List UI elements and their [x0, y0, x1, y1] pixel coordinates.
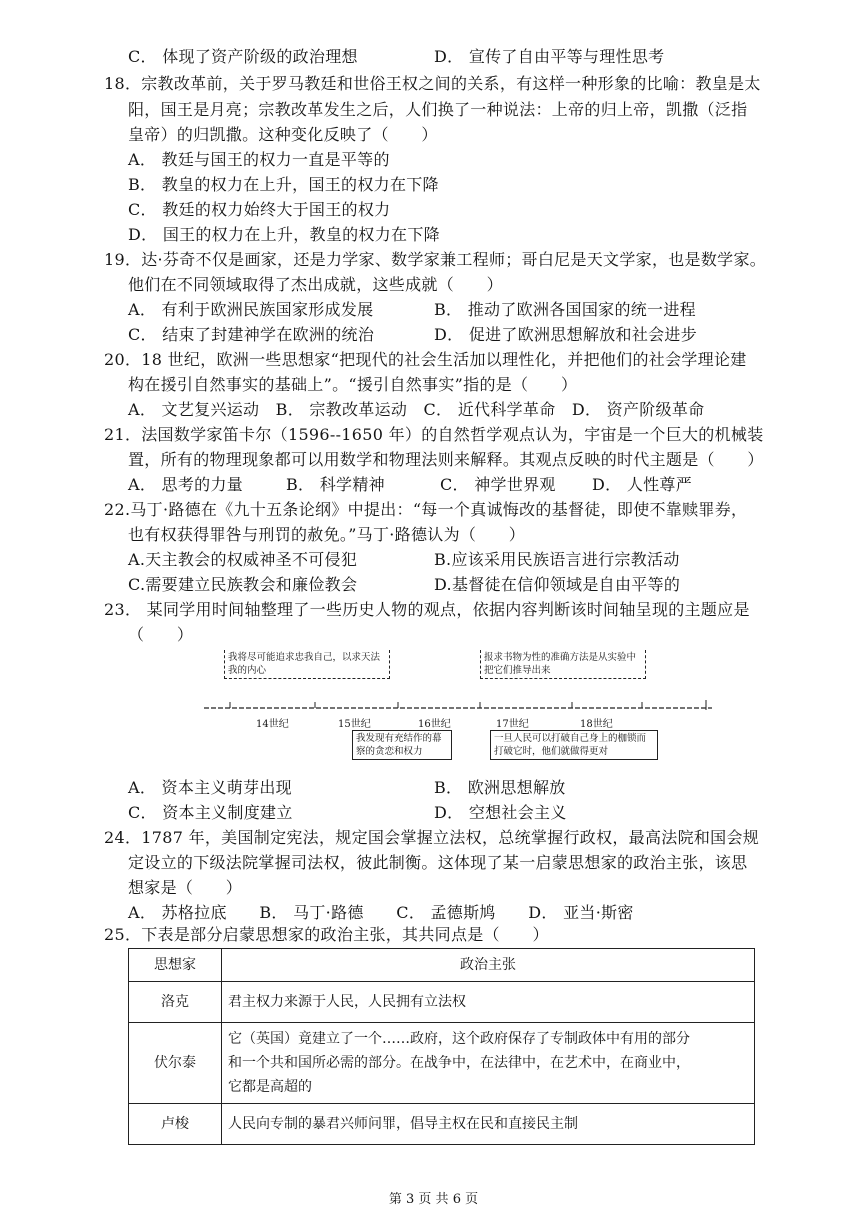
- q23-option-c: C． 资本主义制度建立: [128, 803, 293, 822]
- q18-stem-line2: 阳，国王是月亮；宗教改革发生之后，人们换了一种说法：上帝的归上帝，凯撒（泛指: [128, 100, 748, 119]
- q23-stem-line1: 23． 某同学用时间轴整理了一些历史人物的观点，依据内容判断该时间轴呈现的主题应是: [104, 600, 750, 619]
- timeline-quote-14th: 我将尽可能追求忠我自己，以求天法我的内心: [224, 650, 390, 679]
- timeline-label-18c: 18世纪: [580, 719, 613, 730]
- q18-stem-line3: 皇帝）的归凯撒。这种变化反映了（ ）: [128, 125, 438, 144]
- q22-option-a: A.天主教会的权威神圣不可侵犯: [128, 550, 358, 569]
- q23-stem-line2: （ ）: [128, 625, 194, 644]
- q20-stem-line1: 20．18 世纪，欧洲一些思想家“把现代的社会生活加以理性化，并把他们的社会学理论建: [104, 350, 747, 369]
- q23-option-d: D． 空想社会主义: [434, 803, 567, 822]
- q19-option-a: A． 有利于欧洲民族国家形成发展: [128, 300, 374, 319]
- table-header-thinker: 思想家: [129, 949, 222, 982]
- q17-option-d: D． 宣传了自由平等与理性思考: [434, 47, 665, 66]
- q22-stem-line2: 也有权获得罪咎与刑罚的赦免。”马丁·路德认为（ ）: [128, 525, 526, 544]
- q18-option-b: B． 教皇的权力在上升，国王的权力在下降: [128, 175, 439, 194]
- timeline-quote-17th: 报求书物为性的准确方法是从实验中把它们推导出来: [480, 650, 646, 679]
- q19-option-d: D． 促进了欧洲思想解放和社会进步: [434, 325, 698, 344]
- q18-option-c: C． 教廷的权力始终大于国王的权力: [128, 200, 391, 219]
- q23-option-a: A． 资本主义萌芽出现: [128, 778, 292, 797]
- q22-option-d: D.基督徒在信仰领域是自由平等的: [434, 575, 681, 594]
- timeline-label-15c: 15世纪: [338, 719, 371, 730]
- q24-stem-line3: 想家是（ ）: [128, 878, 243, 897]
- q19-option-b: B． 推动了欧洲各国国家的统一进程: [434, 300, 696, 319]
- q22-stem-line1: 22.马丁·路德在《九十五条论纲》中提出：“每一个真诚悔改的基督徒，即使不靠赎罪券，: [104, 500, 748, 519]
- table-cell-view-line: 和一个共和国所必需的部分。在战争中，在法律中，在艺术中，在商业中，: [228, 1055, 690, 1071]
- q23-option-b: B． 欧洲思想解放: [434, 778, 566, 797]
- q23-timeline: [200, 650, 720, 760]
- q21-stem-line1: 21．法国数学家笛卡尔（1596--1650 年）的自然哲学观点认为，宇宙是一个巨大的机械装: [104, 425, 764, 444]
- table-row: [129, 982, 755, 1023]
- table-cell-view-line: 它都是高超的: [228, 1079, 312, 1095]
- table-cell-view: 人民向专制的暴君兴师问罪，倡导主权在民和直接民主制: [222, 1104, 755, 1145]
- q21-option-b: B． 科学精神: [286, 475, 385, 494]
- q21-option-c: C． 神学世界观: [440, 475, 556, 494]
- table-row: [129, 1023, 755, 1104]
- q24-stem-line2: 定设立的下级法院掌握司法权，彼此制衡。这体现了某一启蒙思想家的政治主张，该思: [128, 853, 748, 872]
- timeline-label-16c: 16世纪: [418, 719, 451, 730]
- q18-option-a: A． 教廷与国王的权力一直是平等的: [128, 150, 390, 169]
- q22-option-b: B.应该采用民族语言进行宗教活动: [434, 550, 680, 569]
- table-cell-view-line: 它（英国）竟建立了一个……政府，这个政府保存了专制政体中有用的部分: [228, 1031, 690, 1047]
- q21-option-a: A． 思考的力量: [128, 475, 244, 494]
- table-cell-view: [222, 1023, 755, 1104]
- q25-stem: 25．下表是部分启蒙思想家的政治主张，其共同点是（ ）: [104, 925, 549, 944]
- q20-stem-line2: 构在援引自然事实的基础上”。“援引自然事实”指的是（ ）: [128, 375, 578, 394]
- q18-option-d: D． 国王的权力在上升，教皇的权力在下降: [128, 225, 440, 244]
- q19-stem-line2: 他们在不同领域取得了杰出成就，这些成就（ ）: [128, 275, 503, 294]
- q20-options: A． 文艺复兴运动 B． 宗教改革运动 C． 近代科学革命 D． 资产阶级革命: [128, 400, 705, 419]
- table-header-view: 政治主张: [222, 949, 755, 982]
- q25-table: [128, 948, 755, 1145]
- q19-stem-line1: 19．达·芬奇不仅是画家，还是力学家、数学家兼工程师；哥白尼是天文学家，也是数学家。: [104, 250, 767, 269]
- q21-stem-line2: 置，所有的物理现象都可以用数学和物理法则来解释。其观点反映的时代主题是（ ）: [128, 450, 764, 469]
- table-cell-thinker: 伏尔泰: [129, 1023, 222, 1104]
- table-cell-view: 君主权力来源于人民，人民拥有立法权: [222, 982, 755, 1023]
- q19-option-c: C． 结束了封建神学在欧洲的统治: [128, 325, 375, 344]
- q24-stem-line1: 24．1787 年，美国制定宪法，规定国会掌握立法权，总统掌握行政权，最高法院和国会规: [104, 828, 760, 847]
- q24-options: A． 苏格拉底 B． 马丁·路德 C． 孟德斯鸠 D． 亚当·斯密: [128, 903, 634, 922]
- timeline-quote-18th: 一旦人民可以打破自己身上的枷锁而打破它时，他们就做得更对: [490, 730, 658, 760]
- timeline-quote-16th: 我发现有充结作的幕察的贪恋和权力: [352, 730, 452, 760]
- timeline-label-17c: 17世纪: [496, 719, 529, 730]
- q18-stem-line1: 18．宗教改革前，关于罗马教廷和世俗王权之间的关系，有这样一种形象的比喻：教皇是太: [104, 74, 761, 93]
- q22-option-c: C.需要建立民族教会和廉俭教会: [128, 575, 358, 594]
- timeline-label-14c: 14世纪: [256, 719, 289, 730]
- page-footer: 第 3 页 共 6 页: [388, 1192, 479, 1207]
- table-cell-thinker: 卢梭: [129, 1104, 222, 1145]
- table-cell-thinker: 洛克: [129, 982, 222, 1023]
- table-row: [129, 1104, 755, 1145]
- table-header-row: [129, 949, 755, 982]
- q17-option-c: C． 体现了资产阶级的政治理想: [128, 47, 358, 66]
- q21-option-d: D． 人性尊严: [592, 475, 693, 494]
